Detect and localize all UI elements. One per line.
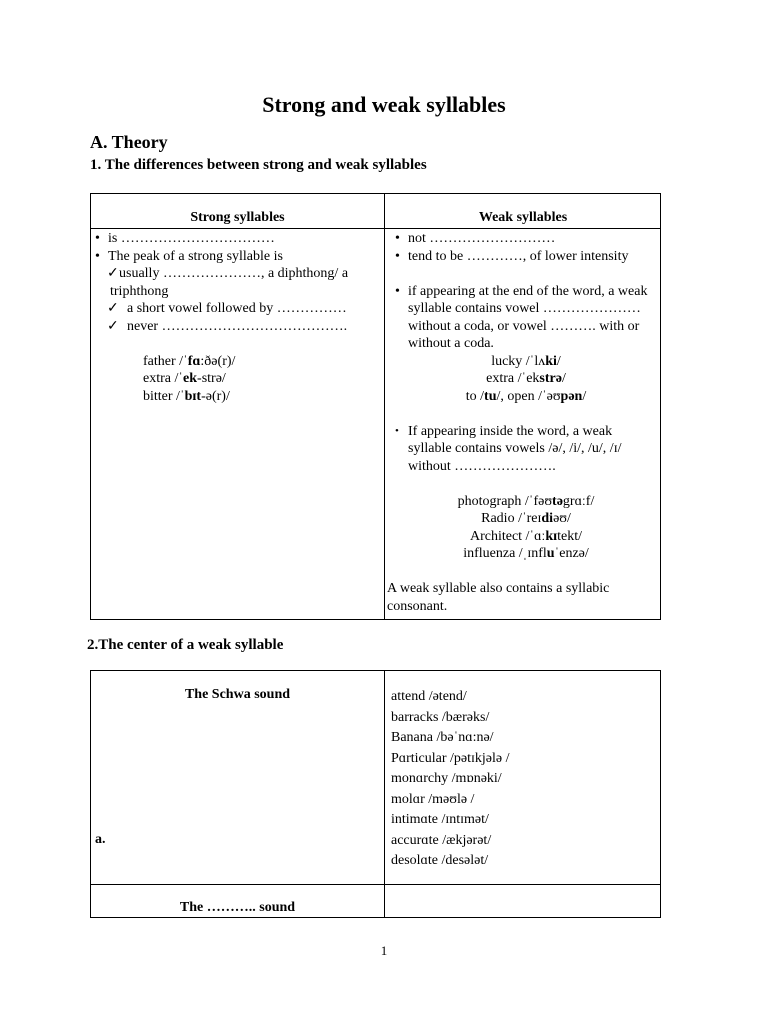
checkmark-icon: ✓ [107, 266, 119, 281]
list-item: attend /ətend/ [391, 689, 467, 704]
list-item: • not ……………………… [395, 231, 556, 246]
list-item: molɑr /məʊlə / [391, 791, 475, 807]
page-title: Strong and weak syllables [262, 92, 506, 117]
example-to-open: to /tu/, open /ˈəʊpən/ [465, 388, 587, 404]
example-lucky: lucky /ˈlʌki/ [491, 353, 561, 369]
row-divider [91, 884, 660, 885]
bullet-icon: • [395, 283, 400, 299]
bullet-icon: • [395, 231, 400, 246]
column-divider [384, 671, 385, 917]
bullet-icon: • [395, 424, 399, 437]
list-item: • The peak of a strong syllable is [95, 248, 283, 264]
list-item: barracks /bærəks/ [391, 709, 490, 725]
example-photograph: photograph /ˈfəʊtəgrɑːf/ [457, 493, 595, 509]
list-item: Banana /bəˈnɑ:nə/ [391, 730, 494, 745]
check-item-continuation: triphthong [110, 283, 169, 299]
syllabic-consonant-note: A weak syllable also contains a syllabic consonant. [387, 581, 610, 614]
example-bitter: bitter /ˈbɪt-ə(r)/ [143, 388, 230, 404]
list-item: Pɑrticular /pətɪkjələ / [391, 750, 510, 766]
check-item: ✓ never …………………………………. [107, 318, 348, 334]
list-item: intimɑte /ɪntɪmət/ [391, 812, 489, 827]
row-marker-a: a. [95, 832, 106, 847]
list-item: monɑrchy /mɒnəki/ [391, 771, 502, 786]
list-item: • if appearing at the end of the word, a weak syllable contains vowel …………………without a coda, or vowel ………. with or without a coda. [395, 283, 648, 351]
weak-syllables-cell [387, 230, 657, 615]
section-heading-theory: A. Theory [90, 132, 168, 152]
schwa-sound-label: The Schwa sound [184, 687, 291, 702]
header-weak-syllables: Weak syllables [478, 210, 568, 225]
weak-center-table [90, 670, 661, 918]
schwa-word-list [391, 687, 510, 872]
list-item: • tend to be …………, of lower intensity [395, 248, 629, 264]
example-influenza: influenza /ˌɪnfluˈenzə/ [463, 546, 589, 561]
example-extra-weak: extra /ˈekstrə/ [486, 371, 566, 386]
header-divider [91, 228, 660, 229]
example-architect: Architect /ˈɑːkɪtekt/ [469, 528, 583, 544]
header-strong-syllables: Strong syllables [190, 210, 285, 225]
list-item: accurɑte /ækjərət/ [391, 832, 492, 848]
list-item: • is …………………………… [95, 231, 275, 246]
check-item: ✓ a short vowel followed by …………… [107, 301, 347, 316]
bullet-icon: • [95, 231, 100, 246]
page-number: 1 [380, 943, 388, 958]
list-item: desolɑte /desələt/ [391, 853, 489, 868]
example-extra: extra /ˈek-strə/ [143, 371, 226, 386]
checkmark-icon: ✓ [107, 301, 119, 316]
subheading-differences: 1. The differences between strong and weak syllables [90, 157, 427, 173]
example-radio: Radio /ˈreɪdiəʊ/ [481, 511, 571, 526]
example-father: father /ˈfɑ:ðə(r)/ [143, 353, 236, 369]
subheading-weak-center: 2.The center of a weak syllable [87, 637, 284, 653]
blank-sound-label: The ……….. sound [179, 900, 296, 915]
bullet-icon: • [95, 248, 100, 264]
bullet-icon: • [395, 248, 400, 264]
checkmark-icon: ✓ [107, 318, 119, 334]
strong-syllables-cell [95, 230, 381, 405]
comparison-table [90, 193, 661, 620]
check-item: ✓ usually …………………, a diphthong/ a [107, 266, 349, 281]
column-divider [384, 194, 385, 619]
list-item: • If appearing inside the word, a weak syllable contains vowels /ə/, /i/, /u/, /ɪ/ without …………………. [395, 423, 622, 474]
